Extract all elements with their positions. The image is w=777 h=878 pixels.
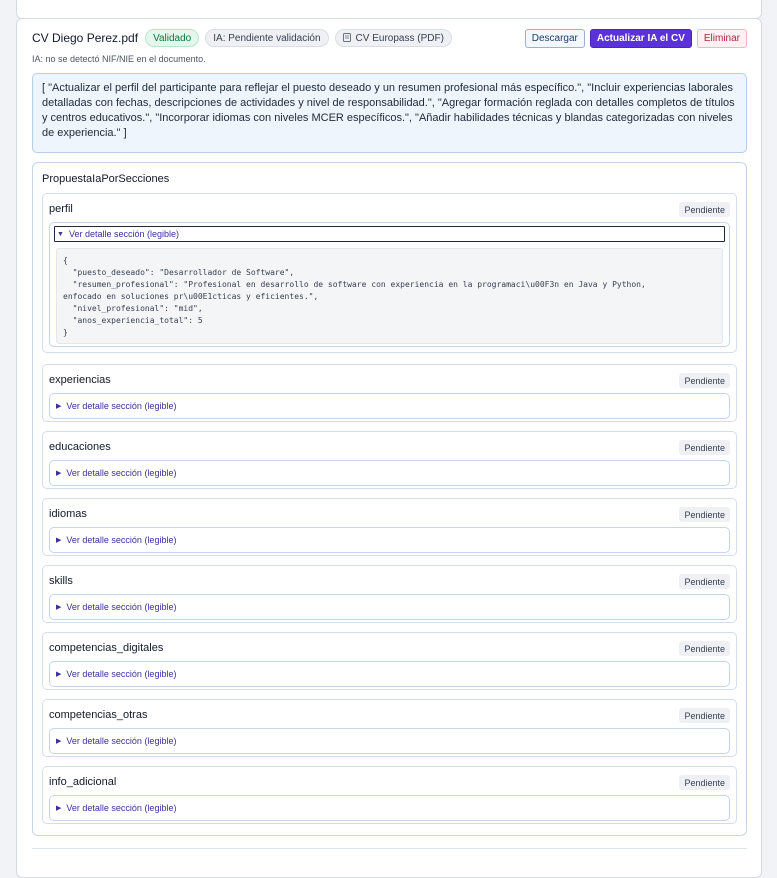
details-label: Ver detalle sección (legible) <box>66 803 177 813</box>
section-info-adicional <box>42 766 737 824</box>
section-details <box>49 460 730 486</box>
details-toggle[interactable] <box>50 461 729 485</box>
details-toggle[interactable] <box>50 394 729 418</box>
section-name: perfil <box>49 203 73 215</box>
ia-suggestions-alert: [ "Actualizar el perfil del participante para reflejar el puesto deseado y un resumen profesional más específico.", "Incluir experiencias laborales detalladas con fechas, descripciones de actividades y nivel de responsabilidad.", "Agregar formación reglada con detalles completos de títulos y centros educativos.", "Incorporar idiomas con niveles MCER específicos.", "Añadir habilidades técnicas y blandas categorizadas con niveles de experiencia." ] <box>32 73 747 153</box>
download-button[interactable]: Descargar <box>525 29 585 48</box>
details-toggle[interactable] <box>54 226 725 242</box>
triangle-right-icon: ▶ <box>56 537 62 544</box>
details-label: Ver detalle sección (legible) <box>66 736 177 746</box>
status-badge: Pendiente <box>679 507 730 522</box>
document-type-label: CV Europass (PDF) <box>355 32 444 44</box>
triangle-right-icon: ▶ <box>56 403 62 410</box>
validated-badge: Validado <box>145 29 199 47</box>
section-details <box>49 222 730 347</box>
section-skills <box>42 565 737 623</box>
details-toggle[interactable] <box>50 662 729 686</box>
section-educaciones <box>42 431 737 489</box>
update-ia-button[interactable]: Actualizar IA el CV <box>590 29 692 48</box>
section-details <box>49 393 730 419</box>
section-name: competencias_otras <box>49 709 148 721</box>
details-toggle[interactable] <box>50 595 729 619</box>
ia-status-badge: IA: Pendiente validación <box>205 29 328 47</box>
cv-actions <box>520 29 747 48</box>
details-toggle[interactable] <box>50 729 729 753</box>
details-label: Ver detalle sección (legible) <box>66 468 177 478</box>
section-name: skills <box>49 575 73 587</box>
section-competencias-digitales <box>42 632 737 690</box>
proposal-panel <box>32 162 747 836</box>
details-label: Ver detalle sección (legible) <box>66 401 177 411</box>
document-type-badge <box>335 29 452 47</box>
triangle-right-icon: ▶ <box>56 738 62 745</box>
triangle-right-icon: ▶ <box>56 671 62 678</box>
status-badge: Pendiente <box>679 708 730 723</box>
proposal-title: PropuestaIaPorSecciones <box>42 173 170 185</box>
triangle-right-icon: ▶ <box>56 805 62 812</box>
section-name: idiomas <box>49 508 87 520</box>
details-label: Ver detalle sección (legible) <box>66 669 177 679</box>
divider <box>32 848 747 849</box>
triangle-right-icon: ▶ <box>56 604 62 611</box>
details-label: Ver detalle sección (legible) <box>66 602 177 612</box>
cv-header <box>32 27 747 49</box>
details-label: Ver detalle sección (legible) <box>66 535 177 545</box>
section-details <box>49 661 730 687</box>
status-badge: Pendiente <box>679 202 730 217</box>
section-details <box>49 728 730 754</box>
status-badge: Pendiente <box>679 775 730 790</box>
status-badge: Pendiente <box>679 373 730 388</box>
details-label: Ver detalle sección (legible) <box>68 229 179 239</box>
section-details <box>49 527 730 553</box>
status-badge: Pendiente <box>679 440 730 455</box>
section-name: experiencias <box>49 374 111 386</box>
section-perfil <box>42 193 737 353</box>
triangle-down-icon: ▼ <box>57 230 64 238</box>
details-toggle[interactable] <box>50 796 729 820</box>
section-name: info_adicional <box>49 776 117 788</box>
section-json-code: { "puesto_deseado": "Desarrollador de Software", "resumen_profesional": "Profesional en desarrollo de software con experiencia en la programaci\u00F3n en Java y Python, enfocado en soluciones pr\u00E1cticas y eficientes.", "nivel_profesional": "mid", "anos_experiencia_total": 5 } <box>56 248 723 344</box>
file-name: CV Diego Perez.pdf <box>32 31 139 45</box>
cv-document-card <box>16 18 762 878</box>
section-competencias-otras <box>42 699 737 757</box>
section-details <box>49 594 730 620</box>
section-name: competencias_digitales <box>49 642 164 654</box>
section-name: educaciones <box>49 441 111 453</box>
section-details <box>49 795 730 821</box>
file-icon <box>343 33 351 44</box>
details-toggle[interactable] <box>50 528 729 552</box>
triangle-right-icon: ▶ <box>56 470 62 477</box>
section-idiomas <box>42 498 737 556</box>
ia-note: IA: no se detectó NIF/NIE en el documento. <box>32 54 206 64</box>
status-badge: Pendiente <box>679 574 730 589</box>
previous-card-edge <box>16 0 762 19</box>
delete-button[interactable]: Eliminar <box>697 29 747 48</box>
status-badge: Pendiente <box>679 641 730 656</box>
section-experiencias <box>42 364 737 422</box>
